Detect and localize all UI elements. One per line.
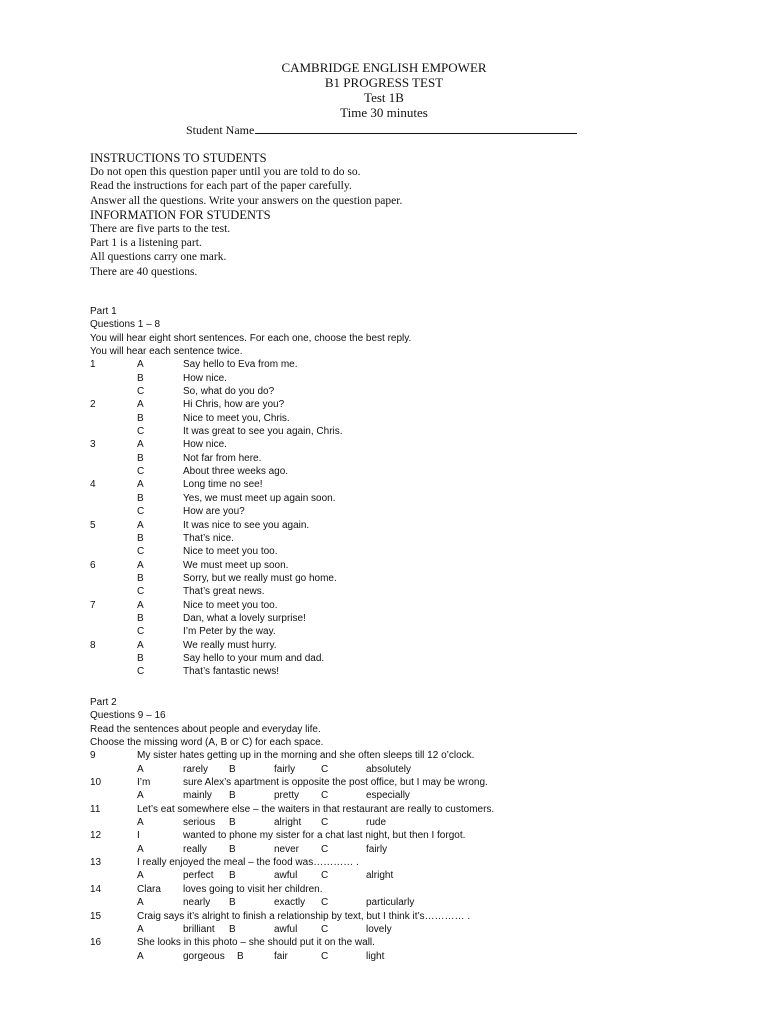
option-letter: C xyxy=(137,626,145,638)
option-letter: B xyxy=(137,412,144,424)
part-2-questions-label: Questions 9 – 16 xyxy=(90,710,166,722)
question-number: 11 xyxy=(90,803,101,815)
option-letter: C xyxy=(137,466,145,478)
question-option-row[interactable] xyxy=(90,358,411,371)
option-letter: C xyxy=(137,546,145,558)
option-letter: C xyxy=(137,586,145,598)
option-text: That’s fantastic news! xyxy=(183,666,279,678)
option-letter: A xyxy=(137,519,144,531)
option-letter: B xyxy=(137,452,144,464)
option-letter-a: A xyxy=(137,923,144,935)
question-number: 9 xyxy=(90,750,96,762)
option-text: Dan, what a lovely surprise! xyxy=(183,612,306,624)
option-c-text[interactable]: absolutely xyxy=(366,763,412,775)
option-letter: C xyxy=(137,426,145,438)
question-sentence: She looks in this photo – she should put it on the wall. xyxy=(137,937,375,949)
question-number: 3 xyxy=(90,439,96,451)
question-number: 8 xyxy=(90,639,96,651)
option-letter: B xyxy=(137,572,144,584)
option-letter-b: B xyxy=(229,817,236,829)
option-letter: A xyxy=(137,359,144,371)
student-name-line[interactable] xyxy=(255,122,577,134)
question-number: 13 xyxy=(90,857,102,869)
student-name-field[interactable] xyxy=(186,122,586,138)
answer-options-row[interactable] xyxy=(90,816,387,829)
option-letter: B xyxy=(137,372,144,384)
question-option-row[interactable] xyxy=(90,532,411,545)
part-2-instruction: Choose the missing word (A, B or C) for each space. xyxy=(90,737,324,749)
question-number: 16 xyxy=(90,937,102,949)
option-b-text[interactable]: never xyxy=(274,843,300,855)
option-b-text[interactable]: fair xyxy=(274,950,288,962)
part-2-instruction: Read the sentences about people and everyday life. xyxy=(90,723,321,735)
answer-options-row[interactable] xyxy=(90,763,412,776)
time-limit: Time 30 minutes xyxy=(340,105,428,120)
option-text: Nice to meet you too. xyxy=(183,599,278,611)
question-option-row[interactable] xyxy=(90,452,411,465)
option-a-text[interactable]: nearly xyxy=(183,897,211,909)
option-text: How nice. xyxy=(183,439,227,451)
option-letter: B xyxy=(137,532,144,544)
option-c-text[interactable]: particularly xyxy=(366,897,415,909)
answer-options-row[interactable] xyxy=(90,923,392,936)
option-text: Hi Chris, how are you? xyxy=(183,399,285,411)
question-number: 7 xyxy=(90,599,96,611)
answer-options-row[interactable] xyxy=(90,843,388,856)
option-letter: C xyxy=(137,506,145,518)
part-1-instruction: You will hear each sentence twice. xyxy=(90,346,243,358)
information-heading: INFORMATION FOR STUDENTS xyxy=(90,207,271,222)
option-letter-c: C xyxy=(321,843,329,855)
option-text: That’s great news. xyxy=(183,586,265,598)
test-id: Test 1B xyxy=(364,90,404,105)
option-text: It was nice to see you again. xyxy=(183,519,310,531)
question-option-row[interactable] xyxy=(90,585,411,598)
instructions-block xyxy=(90,151,402,279)
question-option-row[interactable] xyxy=(90,478,411,491)
question-sentence-start: Clara xyxy=(137,883,161,895)
option-text: Nice to meet you, Chris. xyxy=(183,412,290,424)
information-line: There are 40 questions. xyxy=(90,265,198,278)
option-letter-c: C xyxy=(321,763,329,775)
information-line: There are five parts to the test. xyxy=(90,223,231,236)
question-sentence: My sister hates getting up in the morning and she often sleeps till 12 o’clock. xyxy=(137,750,475,762)
question-option-row[interactable] xyxy=(90,519,411,532)
question-option-row[interactable] xyxy=(90,372,411,385)
question-option-row[interactable] xyxy=(90,612,411,625)
option-letter: A xyxy=(137,479,144,491)
option-letter-c: C xyxy=(321,790,329,802)
option-letter: C xyxy=(137,386,145,398)
option-a-text[interactable]: mainly xyxy=(183,790,212,802)
option-letter: A xyxy=(137,559,144,571)
option-letter: B xyxy=(137,492,144,504)
option-b-text[interactable]: awful xyxy=(274,870,298,882)
question-row xyxy=(90,829,466,842)
question-sentence-start: I’m xyxy=(137,777,151,789)
option-text: Not far from here. xyxy=(183,452,262,464)
question-row xyxy=(90,936,375,949)
exam-level: B1 PROGRESS TEST xyxy=(324,75,444,90)
option-a-text[interactable]: really xyxy=(183,843,207,855)
option-text: That’s nice. xyxy=(183,532,234,544)
option-c-text[interactable]: especially xyxy=(366,790,410,802)
question-sentence: loves going to visit her children. xyxy=(183,883,323,895)
option-c-text[interactable]: lovely xyxy=(366,923,392,935)
instruction-line: Do not open this question paper until you are told to do so. xyxy=(90,166,361,179)
question-option-row[interactable] xyxy=(90,625,411,638)
option-text: Say hello to Eva from me. xyxy=(183,359,298,371)
option-c-text[interactable]: rude xyxy=(366,817,387,829)
information-line: Part 1 is a listening part. xyxy=(90,237,202,250)
option-c-text[interactable]: light xyxy=(366,950,385,962)
option-text: Sorry, but we really must go home. xyxy=(183,572,337,584)
option-letter-b: B xyxy=(229,843,236,855)
part-1-section xyxy=(90,305,412,678)
question-number: 1 xyxy=(90,359,96,371)
option-letter-c: C xyxy=(321,897,329,909)
option-letter-a: A xyxy=(137,817,144,829)
question-sentence: wanted to phone my sister for a chat last night, but then I forgot. xyxy=(183,830,466,842)
question-option-row[interactable] xyxy=(90,559,411,572)
option-text: About three weeks ago. xyxy=(183,466,289,478)
option-text: Nice to meet you too. xyxy=(183,546,278,558)
option-letter: C xyxy=(137,666,145,678)
option-text: I’m Peter by the way. xyxy=(183,626,276,638)
question-row xyxy=(90,803,495,816)
option-b-text[interactable]: fairly xyxy=(274,763,296,775)
option-letter: A xyxy=(137,399,144,411)
question-number: 15 xyxy=(90,910,102,922)
option-c-text[interactable]: alright xyxy=(366,870,394,882)
option-a-text[interactable]: brilliant xyxy=(183,923,215,935)
question-sentence: I really enjoyed the meal – the food was………… . xyxy=(137,857,359,869)
option-letter-b: B xyxy=(237,950,244,962)
option-text: Yes, we must meet up again soon. xyxy=(183,492,336,504)
question-number: 12 xyxy=(90,830,102,842)
question-option-row[interactable] xyxy=(90,492,411,505)
option-letter-c: C xyxy=(321,923,329,935)
option-text: So, what do you do? xyxy=(183,386,275,398)
question-option-row[interactable] xyxy=(90,639,411,652)
option-letter-a: A xyxy=(137,790,144,802)
part-2-title: Part 2 xyxy=(90,697,117,708)
question-sentence: Let’s eat somewhere else – the waiters in that restaurant are really to customers. xyxy=(137,803,495,815)
question-option-row[interactable] xyxy=(90,665,411,678)
part-1-questions-label: Questions 1 – 8 xyxy=(90,319,161,331)
option-letter-b: B xyxy=(229,790,236,802)
question-option-row[interactable] xyxy=(90,412,411,425)
option-letter: B xyxy=(137,612,144,624)
option-a-text[interactable]: gorgeous xyxy=(183,950,225,962)
option-text: Say hello to your mum and dad. xyxy=(183,652,325,664)
instruction-line: Read the instructions for each part of the paper carefully. xyxy=(90,180,352,193)
option-text: How are you? xyxy=(183,506,245,518)
question-row xyxy=(90,856,359,869)
question-option-row[interactable] xyxy=(90,438,411,451)
question-sentence: Craig says it’s alright to finish a relationship by text, but I think it’s………… . xyxy=(137,910,471,922)
option-text: Long time no see! xyxy=(183,479,263,491)
option-text: How nice. xyxy=(183,372,227,384)
instructions-heading: INSTRUCTIONS TO STUDENTS xyxy=(90,151,267,165)
option-letter-c: C xyxy=(321,950,329,962)
question-option-row[interactable] xyxy=(90,572,411,585)
answer-options-row[interactable] xyxy=(90,789,410,802)
option-letter-b: B xyxy=(229,763,236,775)
option-letter-b: B xyxy=(229,897,236,909)
question-option-row[interactable] xyxy=(90,652,411,665)
option-text: We really must hurry. xyxy=(183,639,277,651)
answer-options-row[interactable] xyxy=(90,896,415,909)
question-number: 10 xyxy=(90,777,102,789)
question-option-row[interactable] xyxy=(90,505,411,518)
option-letter-a: A xyxy=(137,950,144,962)
question-number: 5 xyxy=(90,519,96,531)
question-number: 4 xyxy=(90,479,96,491)
option-text: We must meet up soon. xyxy=(183,559,289,571)
exam-title: CAMBRIDGE ENGLISH EMPOWER xyxy=(281,60,487,75)
instruction-line: Answer all the questions. Write your answers on the question paper. xyxy=(90,194,403,207)
question-row xyxy=(90,749,475,762)
option-a-text[interactable]: perfect xyxy=(183,870,214,882)
question-option-row[interactable] xyxy=(90,398,411,411)
question-number: 14 xyxy=(90,883,102,895)
option-a-text[interactable]: serious xyxy=(183,817,216,829)
option-letter: B xyxy=(137,652,144,664)
option-a-text[interactable]: rarely xyxy=(183,763,209,775)
option-letter: A xyxy=(137,439,144,451)
question-sentence-start: I xyxy=(137,830,140,842)
question-row xyxy=(90,883,323,896)
question-number: 6 xyxy=(90,559,96,571)
question-option-row[interactable] xyxy=(90,599,411,612)
option-letter-a: A xyxy=(137,897,144,909)
option-b-text[interactable]: pretty xyxy=(274,790,300,802)
question-row xyxy=(90,776,488,789)
option-b-text[interactable]: awful xyxy=(274,923,298,935)
option-letter-c: C xyxy=(321,817,329,829)
option-b-text[interactable]: alright xyxy=(274,817,302,829)
test-header xyxy=(0,60,768,120)
part-1-title: Part 1 xyxy=(90,306,117,317)
option-b-text[interactable]: exactly xyxy=(274,897,306,909)
option-c-text[interactable]: fairly xyxy=(366,843,388,855)
option-text: It was great to see you again, Chris. xyxy=(183,426,343,438)
question-option-row[interactable] xyxy=(90,385,411,398)
part-2-section xyxy=(90,696,495,962)
option-letter-a: A xyxy=(137,843,144,855)
question-option-row[interactable] xyxy=(90,545,411,558)
question-sentence: sure Alex’s apartment is opposite the post office, but I may be wrong. xyxy=(183,777,488,789)
information-line: All questions carry one mark. xyxy=(90,251,227,264)
question-option-row[interactable] xyxy=(90,465,411,478)
option-letter: A xyxy=(137,599,144,611)
answer-options-row[interactable] xyxy=(90,869,394,882)
part-1-instruction: You will hear eight short sentences. For each one, choose the best reply. xyxy=(90,332,412,344)
option-letter-b: B xyxy=(229,923,236,935)
option-letter-b: B xyxy=(229,870,236,882)
question-row xyxy=(90,910,471,923)
answer-options-row[interactable] xyxy=(90,950,385,963)
question-number: 2 xyxy=(90,399,96,411)
option-letter-c: C xyxy=(321,870,329,882)
option-letter-a: A xyxy=(137,870,144,882)
question-option-row[interactable] xyxy=(90,425,411,438)
option-letter: A xyxy=(137,639,144,651)
option-letter-a: A xyxy=(137,763,144,775)
student-name-label: Student Name xyxy=(186,123,255,137)
